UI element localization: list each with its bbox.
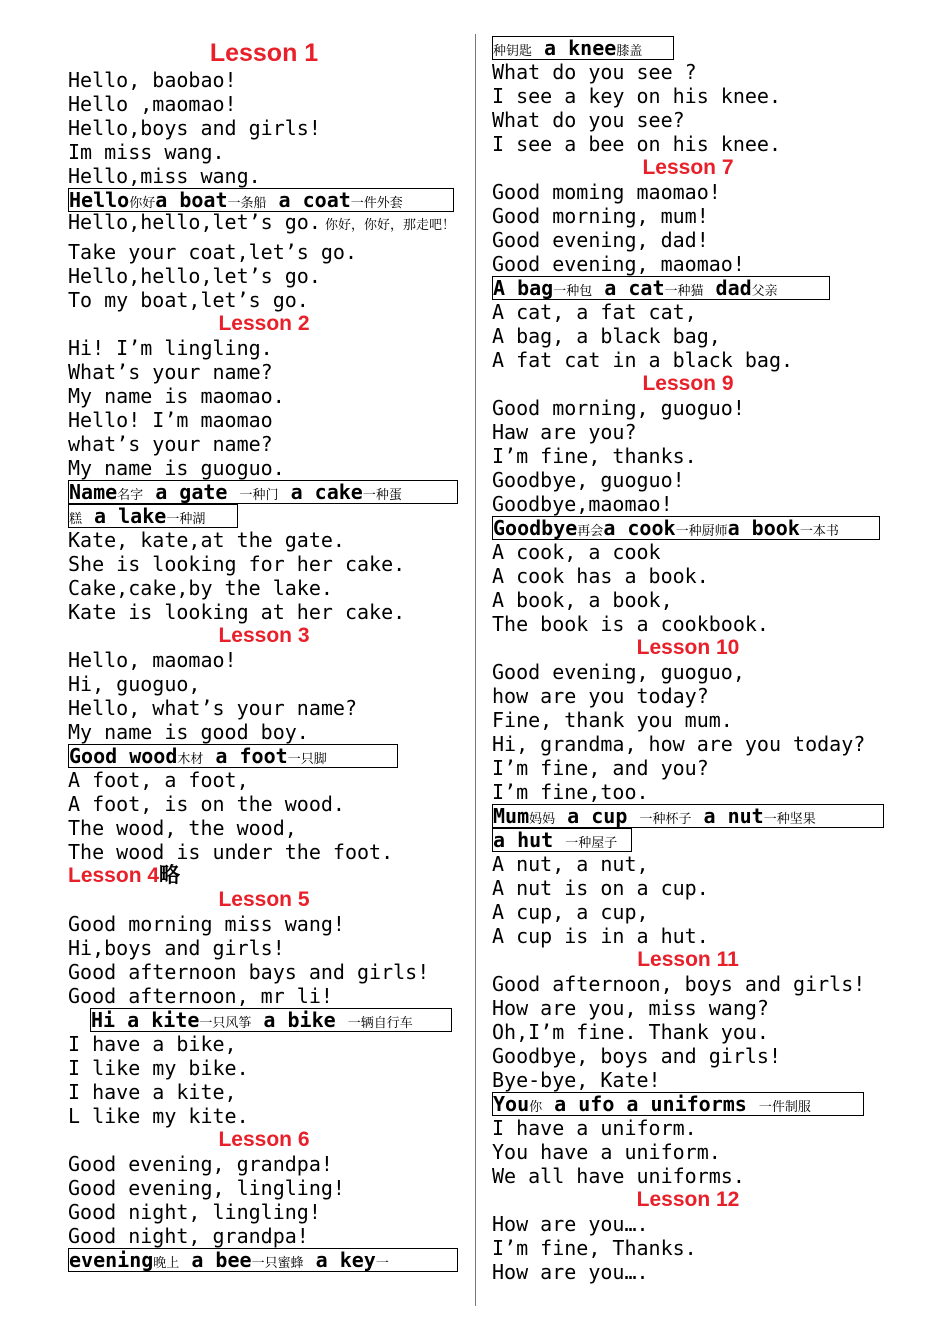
chinese-gloss: 一种蛋 xyxy=(362,488,402,503)
chinese-gloss: 名字 xyxy=(117,488,144,503)
lesson-title: Lesson 11 xyxy=(637,948,739,971)
text-line: The wood is under the foot. xyxy=(68,840,394,864)
text-line: My name is good boy. xyxy=(68,720,309,744)
chinese-gloss: 妈妈 xyxy=(529,812,556,827)
text-line: Hi! I’m lingling. xyxy=(68,336,273,360)
vocab-box xyxy=(68,188,454,212)
text-line: Hello,hello,let’s go. xyxy=(68,264,321,288)
lesson-title: Lesson 5 xyxy=(218,888,310,911)
text-line: A nut is on a cup. xyxy=(492,876,709,900)
text-line: Good evening, maomao! xyxy=(492,252,745,276)
english-word: a cat xyxy=(592,276,665,300)
lesson-heading xyxy=(68,1128,460,1152)
vocab-box xyxy=(68,504,238,528)
text-line: I have a kite, xyxy=(68,1080,237,1104)
text-line: A foot, is on the wood. xyxy=(68,792,345,816)
english-word: Mum xyxy=(493,804,530,828)
text-line: I’m fine, and you? xyxy=(492,756,709,780)
text-line: I’m fine,too. xyxy=(492,780,649,804)
chinese-gloss: 一本书 xyxy=(799,524,839,539)
english-word: A bag xyxy=(493,276,554,300)
english-word: Hello xyxy=(69,188,130,212)
lesson-heading xyxy=(68,888,460,912)
text-line: Good afternoon, boys and girls! xyxy=(492,972,866,996)
chinese-gloss: 一种包 xyxy=(553,284,593,299)
chinese-gloss: 一种屋子 xyxy=(565,836,618,851)
text-line: Good evening, guoguo, xyxy=(492,660,745,684)
chinese-gloss: 一种湖 xyxy=(166,512,206,527)
text-line: I’m fine, thanks. xyxy=(492,444,697,468)
lesson-heading xyxy=(492,156,884,180)
text-line: My name is maomao. xyxy=(68,384,285,408)
chinese-gloss: 一 xyxy=(375,1256,389,1271)
text-line: Cake,cake,by the lake. xyxy=(68,576,333,600)
chinese-gloss: 木材 xyxy=(177,752,204,767)
text-line: I see a key on his knee. xyxy=(492,84,781,108)
lesson-title: Lesson 9 xyxy=(642,372,734,395)
text-line: what’s your name? xyxy=(68,432,273,456)
text-line: Good morning miss wang! xyxy=(68,912,345,936)
text-line: Good night, lingling! xyxy=(68,1200,321,1224)
lesson-title: Lesson 10 xyxy=(636,636,740,659)
vocab-box xyxy=(492,276,830,300)
chinese-gloss: 糕 xyxy=(69,512,83,527)
lesson-heading xyxy=(492,948,884,972)
chinese-gloss: 一种坚果 xyxy=(763,812,816,827)
chinese-gloss: 你好，你好，那走吧！ xyxy=(320,218,456,233)
english-word: a book xyxy=(727,516,800,540)
english-word: a gate xyxy=(143,480,240,504)
chinese-gloss: 一种猫 xyxy=(664,284,704,299)
lesson-heading xyxy=(68,312,460,336)
text-line: My name is guoguo. xyxy=(68,456,285,480)
text-line: A fat cat in a black bag. xyxy=(492,348,794,372)
column-divider xyxy=(475,34,476,1306)
text-line: A foot, a foot, xyxy=(68,768,249,792)
lesson-title: Lesson 3 xyxy=(218,624,310,647)
english-word: a key xyxy=(303,1248,376,1272)
vocab-box xyxy=(492,828,632,852)
english-word: a bee xyxy=(179,1248,252,1272)
english-word: Good wood xyxy=(69,744,178,768)
vocab-box xyxy=(492,516,880,540)
text-line: Hi, guoguo, xyxy=(68,672,201,696)
chinese-gloss: 一种门 xyxy=(239,488,279,503)
chinese-gloss: 一只脚 xyxy=(287,752,327,767)
vocab-box xyxy=(492,1092,864,1116)
lesson-heading xyxy=(492,372,884,396)
text-line: Good evening, lingling! xyxy=(68,1176,345,1200)
english-word: a cake xyxy=(278,480,363,504)
left-column xyxy=(68,38,460,1272)
english-word: evening xyxy=(69,1248,154,1272)
chinese-gloss: 再会 xyxy=(577,524,604,539)
lesson-title: Lesson 12 xyxy=(636,1188,740,1211)
text-line: What’s your name? xyxy=(68,360,273,384)
text-line xyxy=(68,212,460,240)
text-line: Im miss wang. xyxy=(68,140,225,164)
english-word: a cup xyxy=(555,804,640,828)
text-line: A cup is in a hut. xyxy=(492,924,709,948)
english-word: a foot xyxy=(203,744,288,768)
text-line: You have a uniform. xyxy=(492,1140,721,1164)
text-line: A cup, a cup, xyxy=(492,900,649,924)
text-line: Good morning, mum! xyxy=(492,204,709,228)
text-line: A cat, a fat cat, xyxy=(492,300,697,324)
lesson-title: Lesson 2 xyxy=(218,312,310,335)
chinese-gloss: 一种厨师 xyxy=(675,524,728,539)
text-line: The book is a cookbook. xyxy=(492,612,769,636)
text-line: Hello! I’m maomao xyxy=(68,408,273,432)
vocab-box xyxy=(492,36,674,60)
vocab-box xyxy=(90,1008,452,1032)
text-line: Hello,boys and girls! xyxy=(68,116,321,140)
lesson-heading xyxy=(492,1188,884,1212)
text-line: What do you see? xyxy=(492,108,685,132)
english-word: a cook xyxy=(603,516,676,540)
chinese-gloss: 一只蜜蜂 xyxy=(251,1256,304,1271)
text-line: how are you today? xyxy=(492,684,709,708)
lesson-heading xyxy=(492,636,884,660)
english-word: a boat xyxy=(155,188,228,212)
text-line: What do you see ? xyxy=(492,60,697,84)
chinese-gloss: 晚上 xyxy=(153,1256,180,1271)
chinese-gloss: 一条船 xyxy=(227,196,267,211)
english-word: You xyxy=(493,1092,530,1116)
text-line: To my boat,let’s go. xyxy=(68,288,309,312)
text-line: Good night, grandpa! xyxy=(68,1224,309,1248)
chinese-gloss: 种钥匙 xyxy=(493,44,533,59)
english-word: a coat xyxy=(266,188,351,212)
text-line: A bag, a black bag, xyxy=(492,324,721,348)
text-line: Kate, kate,at the gate. xyxy=(68,528,345,552)
text-line: I have a uniform. xyxy=(492,1116,697,1140)
lesson-title: Lesson 6 xyxy=(218,1128,310,1151)
text-line: She is looking for her cake. xyxy=(68,552,406,576)
text-line: Take your coat,let’s go. xyxy=(68,240,357,264)
english-word: Hi a kite xyxy=(91,1008,200,1032)
text-line: Good moming maomao! xyxy=(492,180,721,204)
lesson-title: Lesson 1 xyxy=(209,39,319,67)
english-word: a ufo a uniforms xyxy=(542,1092,759,1116)
text-line: Good morning, guoguo! xyxy=(492,396,745,420)
english-word: Name xyxy=(69,480,118,504)
text-line: Hello, what’s your name? xyxy=(68,696,357,720)
lesson-heading xyxy=(68,624,460,648)
text-line: I have a bike, xyxy=(68,1032,237,1056)
lesson-title: Lesson 7 xyxy=(642,156,734,179)
chinese-gloss: 你好 xyxy=(129,196,156,211)
text-line: Goodbye, guoguo! xyxy=(492,468,685,492)
text-line: Good afternoon, mr li! xyxy=(68,984,333,1008)
text-line: How are you, miss wang? xyxy=(492,996,769,1020)
chinese-gloss: 父亲 xyxy=(751,284,778,299)
text-line: Hello,miss wang. xyxy=(68,164,261,188)
lesson-heading xyxy=(68,38,460,68)
text-line: Hi, grandma, how are you today? xyxy=(492,732,866,756)
english-word: Goodbye xyxy=(493,516,578,540)
text-line: Good evening, dad! xyxy=(492,228,709,252)
text-line: The wood, the wood, xyxy=(68,816,297,840)
english-word: a nut xyxy=(691,804,764,828)
text-line: Fine, thank you mum. xyxy=(492,708,733,732)
text-line: Bye-bye, Kate! xyxy=(492,1068,661,1092)
text-line: A cook, a cook xyxy=(492,540,661,564)
text-line: Goodbye, boys and girls! xyxy=(492,1044,781,1068)
text-line: Hello, maomao! xyxy=(68,648,237,672)
lesson-title: Lesson 4 xyxy=(68,864,160,887)
text-line: Hi,boys and girls! xyxy=(68,936,285,960)
lesson-note: 略 xyxy=(159,864,181,887)
text-line: Good afternoon bays and girls! xyxy=(68,960,430,984)
text-line: Hello, baobao! xyxy=(68,68,237,92)
english-word: a bike xyxy=(251,1008,348,1032)
text-line: How are you…. xyxy=(492,1260,649,1284)
text-line: How are you…. xyxy=(492,1212,649,1236)
text-line: We all have uniforms. xyxy=(492,1164,745,1188)
text-line: A nut, a nut, xyxy=(492,852,649,876)
english-word: a knee xyxy=(532,36,617,60)
text-line: A cook has a book. xyxy=(492,564,709,588)
english-word: dad xyxy=(703,276,752,300)
text-line: Kate is looking at her cake. xyxy=(68,600,406,624)
text-line: Goodbye,maomao! xyxy=(492,492,673,516)
text-line: I’m fine, Thanks. xyxy=(492,1236,697,1260)
chinese-gloss: 一件外套 xyxy=(350,196,403,211)
text-line: Haw are you? xyxy=(492,420,637,444)
english-word: Hello,hello,let’s go. xyxy=(68,212,321,234)
vocab-box xyxy=(68,480,458,504)
vocab-box xyxy=(68,1248,458,1272)
chinese-gloss: 你 xyxy=(529,1100,543,1115)
text-line: Oh,I’m fine. Thank you. xyxy=(492,1020,769,1044)
right-column xyxy=(492,36,884,1284)
text-line: I like my bike. xyxy=(68,1056,249,1080)
lesson-heading xyxy=(68,864,460,888)
chinese-gloss: 一种杯子 xyxy=(639,812,692,827)
text-line: L like my kite. xyxy=(68,1104,249,1128)
text-line: I see a bee on his knee. xyxy=(492,132,781,156)
chinese-gloss: 一件制服 xyxy=(758,1100,811,1115)
chinese-gloss: 一辆自行车 xyxy=(347,1016,413,1031)
english-word: a hut xyxy=(493,828,566,852)
chinese-gloss: 膝盖 xyxy=(616,44,643,59)
text-line: Good evening, grandpa! xyxy=(68,1152,333,1176)
english-word: a lake xyxy=(82,504,167,528)
text-line: A book, a book, xyxy=(492,588,673,612)
vocab-box xyxy=(492,804,884,828)
text-line: Hello ,maomao! xyxy=(68,92,237,116)
chinese-gloss: 一只风筝 xyxy=(199,1016,252,1031)
vocab-box xyxy=(68,744,398,768)
